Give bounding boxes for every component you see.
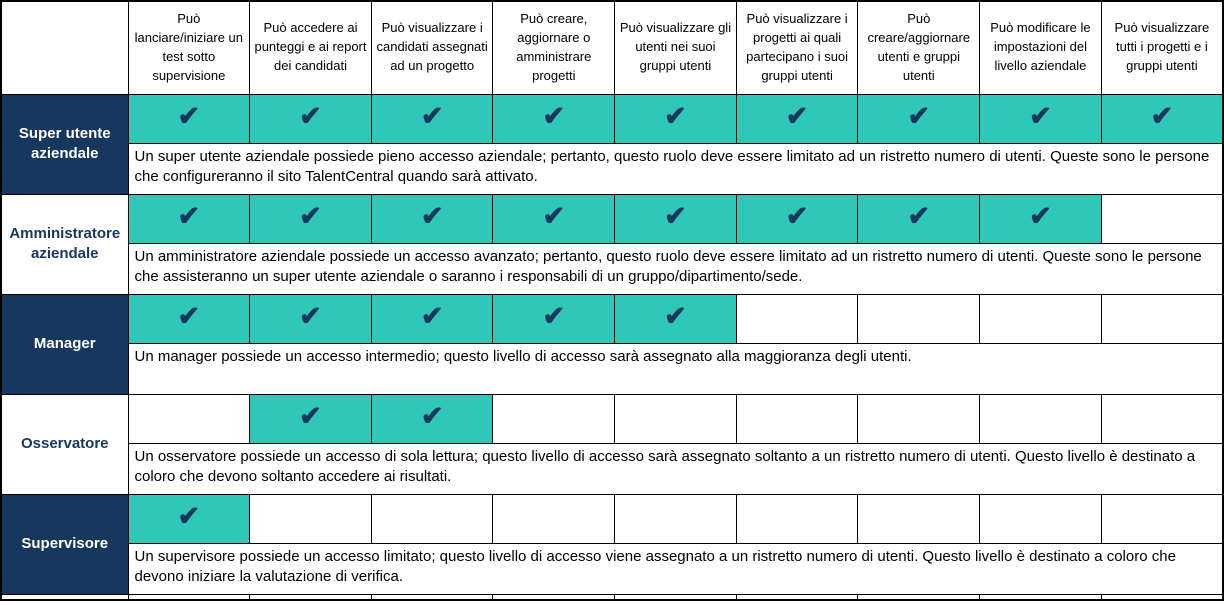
permissions-table-body xyxy=(1,1,1223,600)
check-icon: ✔ xyxy=(177,101,201,131)
permission-cell-checked xyxy=(493,94,615,143)
check-icon: ✔ xyxy=(664,201,687,231)
partial-cell xyxy=(250,594,372,600)
partial-cell xyxy=(736,594,858,600)
check-icon: ✔ xyxy=(299,101,322,131)
permission-cell-checked xyxy=(615,94,737,143)
permission-row xyxy=(1,294,1223,343)
permission-cell-empty xyxy=(615,394,737,443)
role-label: Osservatore xyxy=(1,394,128,494)
permission-cell-empty xyxy=(1101,394,1223,443)
check-icon: ✔ xyxy=(420,101,444,131)
permission-cell-checked xyxy=(128,194,250,243)
header-row xyxy=(1,1,1223,94)
check-icon: ✔ xyxy=(785,101,809,131)
permission-cell-checked xyxy=(736,94,858,143)
permission-cell-checked xyxy=(128,294,250,343)
description-row xyxy=(1,543,1223,594)
permission-cell-checked xyxy=(493,194,615,243)
check-icon: ✔ xyxy=(785,201,809,231)
role-label: Supervisore xyxy=(1,494,128,594)
check-icon: ✔ xyxy=(1029,101,1052,131)
permission-row xyxy=(1,94,1223,143)
check-icon: ✔ xyxy=(420,401,444,431)
column-header: Può creare/aggiornare utenti e gruppi utenti xyxy=(858,1,980,94)
check-icon: ✔ xyxy=(1029,201,1052,231)
permission-cell-empty xyxy=(736,394,858,443)
column-header: Può visualizzare tutti i progetti e i gruppi utenti xyxy=(1101,1,1223,94)
role-description: Un manager possiede un accesso intermedio; questo livello di accesso sarà assegnato alla maggioranza degli utenti. xyxy=(128,343,1223,394)
permission-cell-empty xyxy=(980,494,1102,543)
permission-cell-checked xyxy=(371,194,493,243)
column-header: Può visualizzare i progetti ai quali partecipano i suoi gruppi utenti xyxy=(736,1,858,94)
permission-cell-checked xyxy=(980,94,1102,143)
check-icon: ✔ xyxy=(299,401,322,431)
check-icon: ✔ xyxy=(542,201,566,231)
permission-cell-empty xyxy=(736,494,858,543)
permission-cell-checked xyxy=(371,94,493,143)
role-label: Super utente aziendale xyxy=(1,94,128,194)
column-header: Può lanciare/iniziare un test sotto supervisione xyxy=(128,1,250,94)
permission-cell-empty xyxy=(858,494,980,543)
column-header: Può modificare le impostazioni del livello aziendale xyxy=(980,1,1102,94)
check-icon: ✔ xyxy=(177,201,201,231)
permission-cell-empty xyxy=(493,394,615,443)
check-icon: ✔ xyxy=(177,501,201,531)
permission-cell-checked xyxy=(371,294,493,343)
partial-label-cell xyxy=(1,594,128,600)
column-header: Può visualizzare i candidati assegnati ad un progetto xyxy=(371,1,493,94)
check-icon: ✔ xyxy=(299,201,322,231)
partial-cell xyxy=(371,594,493,600)
permission-cell-checked xyxy=(250,94,372,143)
partial-cell xyxy=(493,594,615,600)
permission-cell-empty xyxy=(493,494,615,543)
check-icon: ✔ xyxy=(1150,101,1174,131)
permission-cell-checked xyxy=(980,194,1102,243)
check-icon: ✔ xyxy=(420,301,444,331)
description-row xyxy=(1,443,1223,494)
check-icon: ✔ xyxy=(420,201,444,231)
permission-cell-checked xyxy=(128,494,250,543)
permission-row xyxy=(1,194,1223,243)
permission-cell-checked xyxy=(736,194,858,243)
permission-cell-empty xyxy=(371,494,493,543)
permission-cell-empty xyxy=(1101,494,1223,543)
permission-cell-empty xyxy=(980,294,1102,343)
partial-cell xyxy=(980,594,1102,600)
description-row xyxy=(1,343,1223,394)
column-header: Può visualizzare gli utenti nei suoi gruppi utenti xyxy=(615,1,737,94)
role-description: Un amministratore aziendale possiede un accesso avanzato; pertanto, questo ruolo deve essere limitato ad un ristretto numero di utenti. Queste sono le persone che assisteranno un super utente aziendale o saranno i responsabili di un gruppo/dipartimento/sede. xyxy=(128,243,1223,294)
check-icon: ✔ xyxy=(907,201,931,231)
permission-cell-checked xyxy=(250,194,372,243)
column-header: Può creare, aggiornare o amministrare progetti xyxy=(493,1,615,94)
description-row xyxy=(1,243,1223,294)
permission-cell-empty xyxy=(858,294,980,343)
permission-cell-empty xyxy=(615,494,737,543)
partial-cell xyxy=(615,594,737,600)
permission-row xyxy=(1,494,1223,543)
partial-next-row xyxy=(1,594,1223,600)
partial-cell xyxy=(128,594,250,600)
permission-cell-checked xyxy=(250,294,372,343)
check-icon: ✔ xyxy=(542,101,566,131)
permission-cell-empty xyxy=(980,394,1102,443)
permission-cell-empty xyxy=(1101,194,1223,243)
partial-cell xyxy=(1101,594,1223,600)
permission-cell-checked xyxy=(250,394,372,443)
role-label: Amministratore aziendale xyxy=(1,194,128,294)
permission-cell-empty xyxy=(1101,294,1223,343)
check-icon: ✔ xyxy=(664,101,687,131)
permission-cell-checked xyxy=(1101,94,1223,143)
check-icon: ✔ xyxy=(664,301,687,331)
check-icon: ✔ xyxy=(542,301,566,331)
check-icon: ✔ xyxy=(907,101,931,131)
permission-cell-checked xyxy=(371,394,493,443)
permission-cell-empty xyxy=(736,294,858,343)
permission-cell-checked xyxy=(615,294,737,343)
permission-row xyxy=(1,394,1223,443)
check-icon: ✔ xyxy=(177,301,201,331)
permission-cell-checked xyxy=(128,94,250,143)
permission-cell-empty xyxy=(250,494,372,543)
corner-cell xyxy=(1,1,128,94)
permission-cell-empty xyxy=(128,394,250,443)
column-header: Può accedere ai punteggi e ai report dei candidati xyxy=(250,1,372,94)
permission-cell-checked xyxy=(858,194,980,243)
partial-cell xyxy=(858,594,980,600)
permission-cell-checked xyxy=(858,94,980,143)
role-description: Un osservatore possiede un accesso di sola lettura; questo livello di accesso sarà assegnato soltanto a un ristretto numero di utenti. Questo livello è destinato a coloro che devono soltanto accedere ai risultati. xyxy=(128,443,1223,494)
role-label: Manager xyxy=(1,294,128,394)
description-row xyxy=(1,143,1223,194)
role-description: Un supervisore possiede un accesso limitato; questo livello di accesso viene assegnato a un ristretto numero di utenti. Questo livello è destinato a coloro che devono iniziare la valutazione di verifica. xyxy=(128,543,1223,594)
check-icon: ✔ xyxy=(299,301,322,331)
role-description: Un super utente aziendale possiede pieno accesso aziendale; pertanto, questo ruolo deve essere limitato ad un ristretto numero di utenti. Queste sono le persone che configureranno il sito TalentCentral quando sarà attivato. xyxy=(128,143,1223,194)
permission-cell-empty xyxy=(858,394,980,443)
permission-cell-checked xyxy=(493,294,615,343)
permission-cell-checked xyxy=(615,194,737,243)
